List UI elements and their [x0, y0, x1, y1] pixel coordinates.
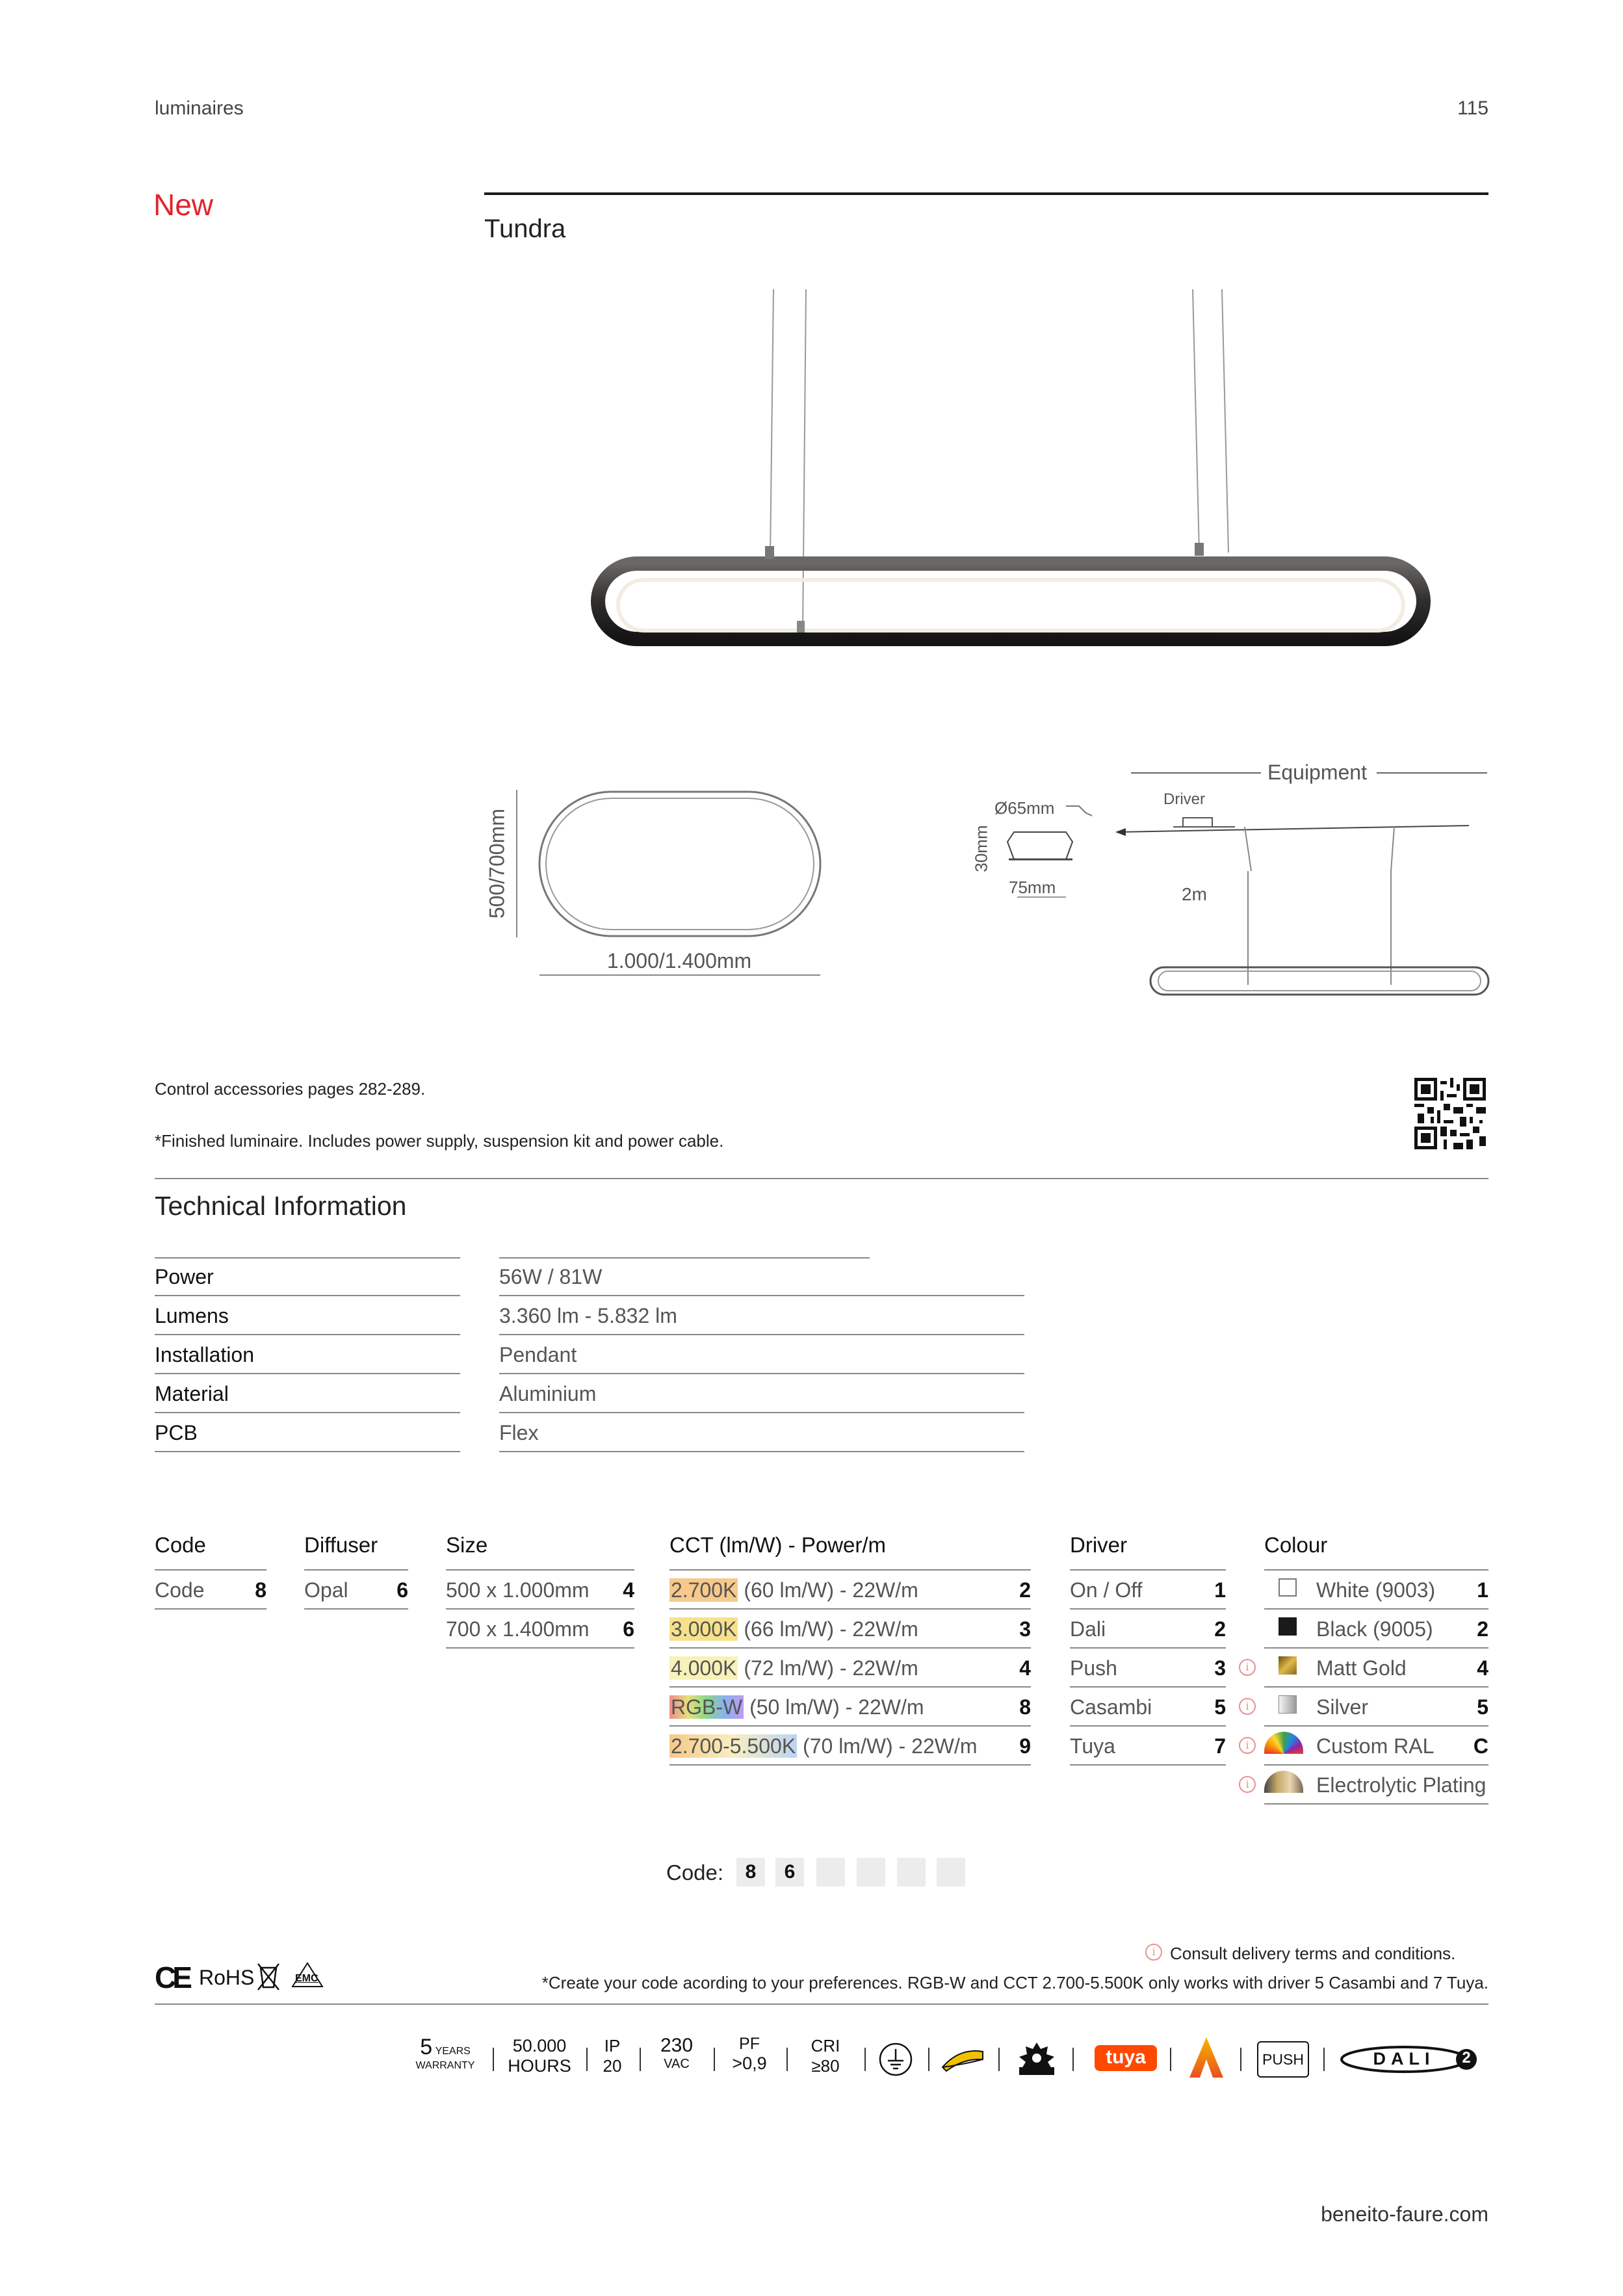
row-rule	[499, 1451, 1024, 1452]
colour-option[interactable]	[1264, 1764, 1488, 1805]
option-label: Casambi	[1070, 1695, 1152, 1719]
option-label: Push	[1070, 1656, 1117, 1680]
option-label: Tuya	[1070, 1734, 1115, 1758]
push-icon: PUSH	[1257, 2041, 1309, 2078]
code-slot-1[interactable]: 8	[736, 1858, 765, 1886]
option-label: Matt Gold	[1316, 1656, 1407, 1680]
create-code-note: *Create your code acording to your preferences. RGB-W and CCT 2.700-5.500K only works with driver 5 Casambi and 7 Tuya.	[541, 1973, 1488, 1992]
tech-row-power	[155, 1257, 870, 1296]
tech-value: 56W / 81W	[499, 1265, 603, 1288]
warranty-icon	[409, 2035, 481, 2072]
consult-info-icon: i	[1145, 1944, 1162, 1961]
separator	[1240, 2048, 1241, 2071]
tech-row-pcb	[155, 1413, 870, 1452]
rohs-mark: RoHS	[199, 1966, 255, 1989]
section-title: luminaires	[155, 98, 244, 119]
code-builder-label: Code:	[666, 1860, 724, 1885]
cct-label	[669, 1695, 924, 1719]
separator	[1072, 2048, 1074, 2071]
warranty-word: WARRANTY	[415, 2060, 475, 2071]
title-rule	[484, 192, 1488, 195]
control-note: Control accessories pages 282-289.	[155, 1079, 426, 1099]
separator	[786, 2048, 788, 2071]
option-number: 3	[1019, 1617, 1031, 1641]
option-number: 2	[1477, 1617, 1488, 1641]
tech-value: 3.360 lm - 5.832 lm	[499, 1304, 677, 1327]
separator	[1323, 2048, 1325, 2071]
option-number: 8	[255, 1578, 266, 1602]
driver-option[interactable]	[1070, 1686, 1226, 1727]
plating-icon	[1264, 1771, 1303, 1793]
code-slot-3[interactable]	[816, 1858, 845, 1886]
earth-ground-icon	[877, 2041, 914, 2078]
weee-icon	[255, 1960, 281, 1992]
tech-label: Installation	[155, 1343, 254, 1366]
ral-fan-icon	[1264, 1732, 1303, 1754]
separator	[998, 2048, 1000, 2071]
option-number: 6	[623, 1617, 634, 1641]
cct-label	[669, 1656, 918, 1680]
equipment-diameter: Ø65mm	[994, 798, 1055, 818]
tech-value: Aluminium	[499, 1382, 597, 1405]
size-option[interactable]	[446, 1608, 634, 1649]
casambi-icon	[1014, 2039, 1059, 2078]
col-header-colour: Colour	[1264, 1533, 1328, 1557]
pf-label: PF	[739, 2035, 760, 2053]
ip-label: IP	[604, 2036, 621, 2055]
col-header-size: Size	[446, 1533, 488, 1557]
cct-kelvin: 2.700-5.500K	[671, 1734, 796, 1758]
option-label: Black (9005)	[1316, 1617, 1433, 1641]
option-number: C	[1473, 1734, 1488, 1758]
colour-option[interactable]	[1264, 1725, 1488, 1766]
cct-kelvin: 4.000K	[671, 1656, 737, 1680]
tech-value: Flex	[499, 1421, 539, 1444]
tech-label: Lumens	[155, 1304, 229, 1327]
tech-row-lumens	[155, 1296, 870, 1335]
cct-detail: (70 lm/W) - 22W/m	[797, 1734, 978, 1758]
cct-label	[669, 1578, 918, 1602]
equipment-width: 75mm	[1009, 878, 1056, 897]
website-link[interactable]: beneito-faure.com	[1321, 2202, 1488, 2226]
code-slot-5[interactable]	[897, 1858, 926, 1886]
dimmable-icon	[940, 2045, 985, 2074]
equipment-rule-left	[1131, 772, 1261, 774]
option-label: 500 x 1.000mm	[446, 1578, 590, 1602]
option-number: 4	[1477, 1656, 1488, 1680]
product-name: Tundra	[484, 215, 566, 243]
code-slot-2[interactable]: 6	[775, 1858, 804, 1886]
option-number: 2	[1019, 1578, 1031, 1602]
black-swatch-icon	[1279, 1617, 1297, 1636]
voltage-icon	[647, 2035, 706, 2072]
code-slot-4[interactable]	[857, 1858, 885, 1886]
cct-option[interactable]	[669, 1569, 1031, 1610]
hours-word: HOURS	[508, 2056, 571, 2076]
equipment-drawing	[988, 787, 1495, 1001]
equipment-title: Equipment	[1267, 761, 1367, 784]
finished-note: *Finished luminaire. Includes power supply, suspension kit and power cable.	[155, 1131, 724, 1151]
code-option[interactable]	[155, 1569, 266, 1610]
silver-swatch-icon	[1279, 1695, 1297, 1714]
cct-kelvin: 3.000K	[671, 1617, 737, 1641]
ce-mark: CE	[155, 1961, 188, 1994]
cct-kelvin: 2.700K	[671, 1578, 737, 1602]
option-label: 700 x 1.400mm	[446, 1617, 590, 1641]
option-number: 5	[1477, 1695, 1488, 1719]
technical-title: Technical Information	[155, 1191, 407, 1221]
option-number: 1	[1214, 1578, 1226, 1602]
option-label: Electrolytic Plating	[1316, 1773, 1487, 1797]
separator	[586, 2048, 588, 2071]
tech-row-material	[155, 1374, 870, 1413]
info-icon[interactable]: i	[1239, 1698, 1256, 1715]
new-badge: New	[153, 188, 214, 222]
ip-value: 20	[603, 2056, 622, 2076]
col-header-code: Code	[155, 1533, 206, 1557]
option-label: Dali	[1070, 1617, 1106, 1641]
tech-label: Material	[155, 1382, 229, 1405]
option-number: 4	[623, 1578, 634, 1602]
separator	[1170, 2048, 1171, 2071]
option-number: 6	[396, 1578, 408, 1602]
option-label: Opal	[304, 1578, 348, 1602]
tuya-logo: tuya	[1095, 2045, 1157, 2071]
equipment-cable: 2m	[1182, 884, 1207, 904]
cct-option[interactable]	[669, 1686, 1031, 1727]
driver-option[interactable]	[1070, 1608, 1226, 1649]
equipment-rule-right	[1377, 772, 1487, 774]
separator	[493, 2048, 494, 2071]
tech-label: Power	[155, 1265, 214, 1288]
separator	[714, 2048, 715, 2071]
cri-label: CRI	[811, 2036, 840, 2055]
cct-option[interactable]	[669, 1647, 1031, 1688]
option-number: 1	[1477, 1578, 1488, 1602]
option-label: Code	[155, 1578, 205, 1602]
diffuser-option-opal[interactable]	[304, 1569, 408, 1610]
warranty-years-number: 5	[420, 2035, 433, 2059]
voltage-number: 230	[660, 2035, 694, 2056]
info-icon[interactable]: i	[1239, 1737, 1256, 1754]
driver-option[interactable]	[1070, 1725, 1226, 1766]
white-swatch-icon	[1279, 1578, 1297, 1597]
option-number: 5	[1214, 1695, 1226, 1719]
equipment-depth: 30mm	[971, 825, 991, 872]
info-icon[interactable]: i	[1239, 1659, 1256, 1676]
separator	[864, 2048, 866, 2071]
colour-option[interactable]	[1264, 1608, 1488, 1649]
colour-option[interactable]	[1264, 1686, 1488, 1727]
dali-version: 2	[1462, 2049, 1471, 2067]
ip-rating-icon	[593, 2036, 632, 2076]
cct-detail: (66 lm/W) - 22W/m	[738, 1617, 918, 1641]
page-number: 115	[1457, 98, 1488, 119]
driver-option[interactable]	[1070, 1569, 1226, 1610]
cct-label	[669, 1617, 918, 1641]
separator	[928, 2048, 929, 2071]
dali-logo	[1339, 2045, 1482, 2074]
option-number: 4	[1019, 1656, 1031, 1680]
size-option[interactable]	[446, 1569, 634, 1610]
cct-label	[669, 1734, 977, 1758]
width-dimension: 1.000/1.400mm	[606, 949, 752, 972]
cri-icon	[794, 2036, 857, 2076]
option-number: 8	[1019, 1695, 1031, 1719]
option-number: 9	[1019, 1734, 1031, 1758]
option-label: Silver	[1316, 1695, 1369, 1719]
driver-option[interactable]	[1070, 1647, 1226, 1688]
warranty-years-word: YEARS	[435, 2046, 471, 2057]
col-header-diffuser: Diffuser	[304, 1533, 378, 1557]
option-number: 7	[1214, 1734, 1226, 1758]
option-label: Custom RAL	[1316, 1734, 1435, 1758]
option-label: On / Off	[1070, 1578, 1143, 1602]
cct-kelvin: RGB-W	[671, 1695, 743, 1719]
cct-detail: (72 lm/W) - 22W/m	[738, 1656, 918, 1680]
height-dimension: 500/700mm	[485, 809, 509, 919]
bluetooth-mesh-app-icon	[1187, 2036, 1226, 2079]
tech-row-installation	[155, 1335, 870, 1374]
gold-swatch-icon	[1279, 1656, 1297, 1675]
cct-option[interactable]	[669, 1608, 1031, 1649]
colour-option[interactable]	[1264, 1569, 1488, 1610]
hours-number: 50.000	[512, 2036, 567, 2055]
hours-icon	[500, 2036, 578, 2076]
voltage-word: VAC	[664, 2057, 690, 2071]
power-factor-icon	[720, 2035, 779, 2074]
option-number: 2	[1214, 1617, 1226, 1641]
cct-option[interactable]	[669, 1725, 1031, 1766]
row-rule	[155, 1451, 460, 1452]
option-number: 3	[1214, 1656, 1226, 1680]
footer-divider	[155, 2003, 1488, 2005]
col-header-cct: CCT (lm/W) - Power/m	[669, 1533, 887, 1557]
colour-option[interactable]	[1264, 1647, 1488, 1688]
cct-detail: (50 lm/W) - 22W/m	[744, 1695, 924, 1719]
product-image	[546, 286, 1456, 676]
tech-value: Pendant	[499, 1343, 577, 1366]
separator	[640, 2048, 641, 2071]
consult-note: Consult delivery terms and conditions.	[1170, 1944, 1456, 1963]
option-label: White (9003)	[1316, 1578, 1436, 1602]
dali-text: DALI	[1373, 2049, 1435, 2068]
emc-mark	[291, 1962, 324, 1988]
info-icon[interactable]: i	[1239, 1776, 1256, 1793]
cri-value: ≥80	[811, 2056, 840, 2076]
equipment-driver-label: Driver	[1163, 790, 1205, 808]
code-slot-6[interactable]	[937, 1858, 965, 1886]
qr-code[interactable]	[1414, 1078, 1486, 1149]
notes-divider	[155, 1178, 1488, 1179]
col-header-driver: Driver	[1070, 1533, 1127, 1557]
cct-detail: (60 lm/W) - 22W/m	[738, 1578, 918, 1602]
tech-label: PCB	[155, 1421, 198, 1444]
emc-label: EMC	[295, 1973, 318, 1984]
pf-value: >0,9	[732, 2054, 767, 2073]
